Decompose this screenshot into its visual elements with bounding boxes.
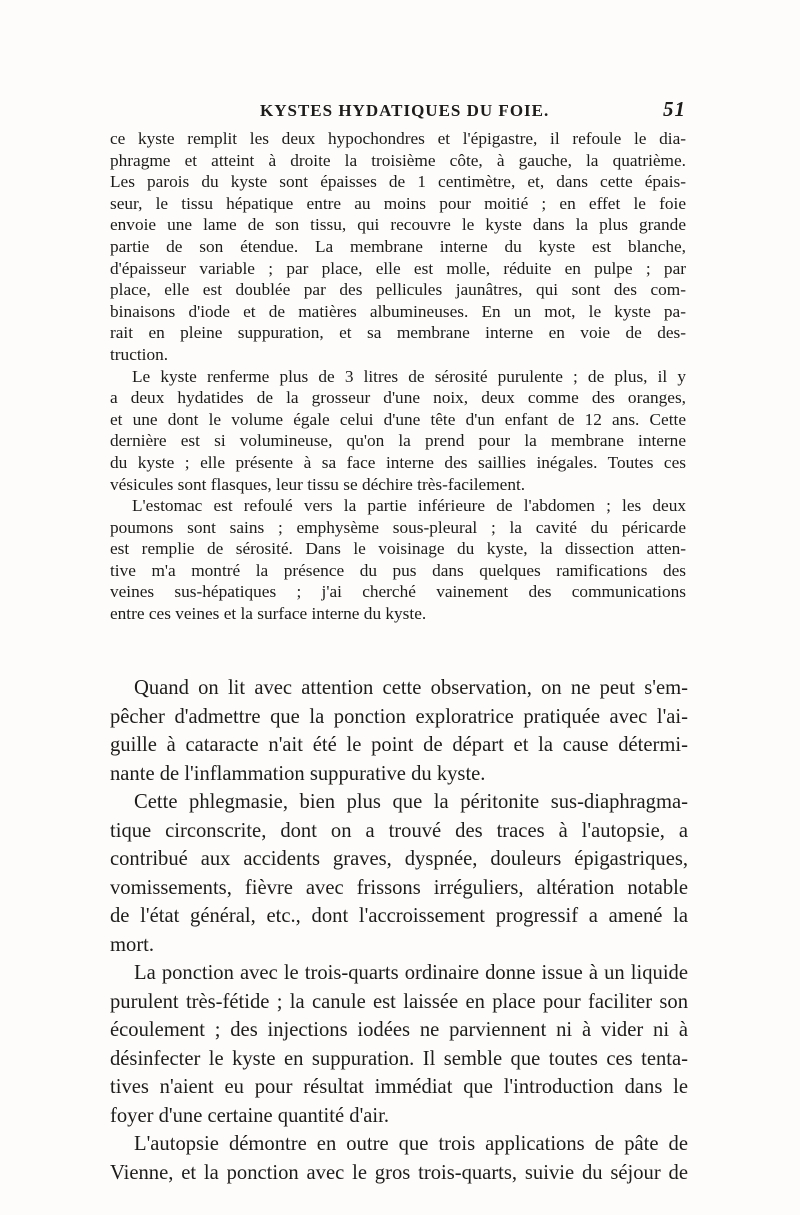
text-line: vésicules sont flasques, leur tissu se déchire très-facilement. [110,474,526,494]
text-line: truction. [110,344,169,364]
text-line: rait en pleine suppuration, et sa membrane interne en voie de des- [110,323,686,343]
text-line: d'épaisseur variable ; par place, elle est molle, réduite en pulpe ; par [110,258,686,278]
text-line: écoulement ; des injections iodées ne parviennent ni à vider ni à [110,1019,688,1041]
text-line: L'estomac est refoulé vers la partie inférieure de l'abdomen ; les deux [132,496,686,516]
text-line: Cette phlegmasie, bien plus que la péritonite sus-diaphragma- [134,791,688,813]
text-line: ce kyste remplit les deux hypochondres et l'épigastre, il refoule le dia- [110,129,686,148]
text-line: partie de son étendue. La membrane interne du kyste est blanche, [110,236,686,256]
observation-text [110,128,686,625]
text-line: Le kyste renferme plus de 3 litres de sérosité purulente ; de plus, il y [132,366,686,386]
text-line: Vienne, et la ponction avec le gros trois-quarts, suivie du séjour de [110,1161,688,1184]
text-line: tique circonscrite, dont on a trouvé des traces à l'autopsie, a [110,819,688,842]
running-head [110,93,686,127]
text-line: a deux hydatides de la grosseur d'une noix, deux comme des oranges, [110,388,686,408]
text-line: entre ces veines et la surface interne du kyste. [110,604,427,624]
running-title: KYSTES HYDATIQUES DU FOIE. [260,101,550,120]
text-line: poumons sont sains ; emphysème sous-pleural ; la cavité du péricarde [110,517,686,537]
text-line: veines sus-hépatiques ; j'ai cherché vainement des communications [110,582,686,602]
text-line: vomissements, fièvre avec frissons irréguliers, altération notable [110,876,688,899]
text-line: pêcher d'admettre que la ponction exploratrice pratiquée avec l'ai- [110,705,688,728]
text-line: tives n'aient eu pour résultat immédiat que l'introduction dans le [110,1076,688,1098]
text-line: contribué aux accidents graves, dyspnée, douleurs épigastriques, [110,848,688,870]
text-line: La ponction avec le trois-quarts ordinaire donne issue à un liquide [134,962,688,984]
text-line: et une dont le volume égale celui d'une tête d'un enfant de 12 ans. Cette [110,409,686,429]
text-line: L'autopsie démontre en outre que trois applications de pâte de [134,1133,688,1155]
text-line: désinfecter le kyste en suppuration. Il semble que toutes ces tenta- [110,1047,688,1070]
text-line: Les parois du kyste sont épaisses de 1 centimètre, et, dans cette épais- [110,172,686,192]
text-line: mort. [110,933,155,956]
text-line: de l'état général, etc., dont l'accroissement progressif a amené la [110,905,688,927]
commentary-text [110,674,688,1187]
page-number: 51 [663,97,686,121]
text-line: est remplie de sérosité. Dans le voisinage du kyste, la dissection atten- [110,539,686,559]
text-line: nante de l'inflammation suppurative du kyste. [110,762,486,785]
text-line: du kyste ; elle présente à sa face interne des saillies inégales. Toutes ces [110,452,686,472]
text-line: foyer d'une certaine quantité d'air. [110,1104,390,1127]
text-line: phragme et atteint à droite la troisième côte, à gauche, la quatrième. [110,150,686,170]
text-line: guille à cataracte n'ait été le point de départ et la cause détermi- [110,734,688,756]
text-line: dernière est si volumineuse, qu'on la prend pour la membrane interne [110,431,686,451]
text-line: seur, le tissu hépatique entre au moins pour moitié ; en effet le foie [110,193,686,213]
text-line: binaisons d'iode et de matières albumineuses. En un mot, le kyste pa- [110,301,686,321]
text-line: place, elle est doublée par des pellicules jaunâtres, qui sont des com- [110,280,686,300]
text-line: Quand on lit avec attention cette observation, on ne peut s'em- [134,677,688,699]
text-line: tive m'a montré la présence du pus dans quelques ramifications des [110,560,686,580]
text-line: purulent très-fétide ; la canule est laissée en place pour faciliter son [110,990,688,1013]
text-line: envoie une lame de son tissu, qui recouvre le kyste dans la plus grande [110,215,686,235]
